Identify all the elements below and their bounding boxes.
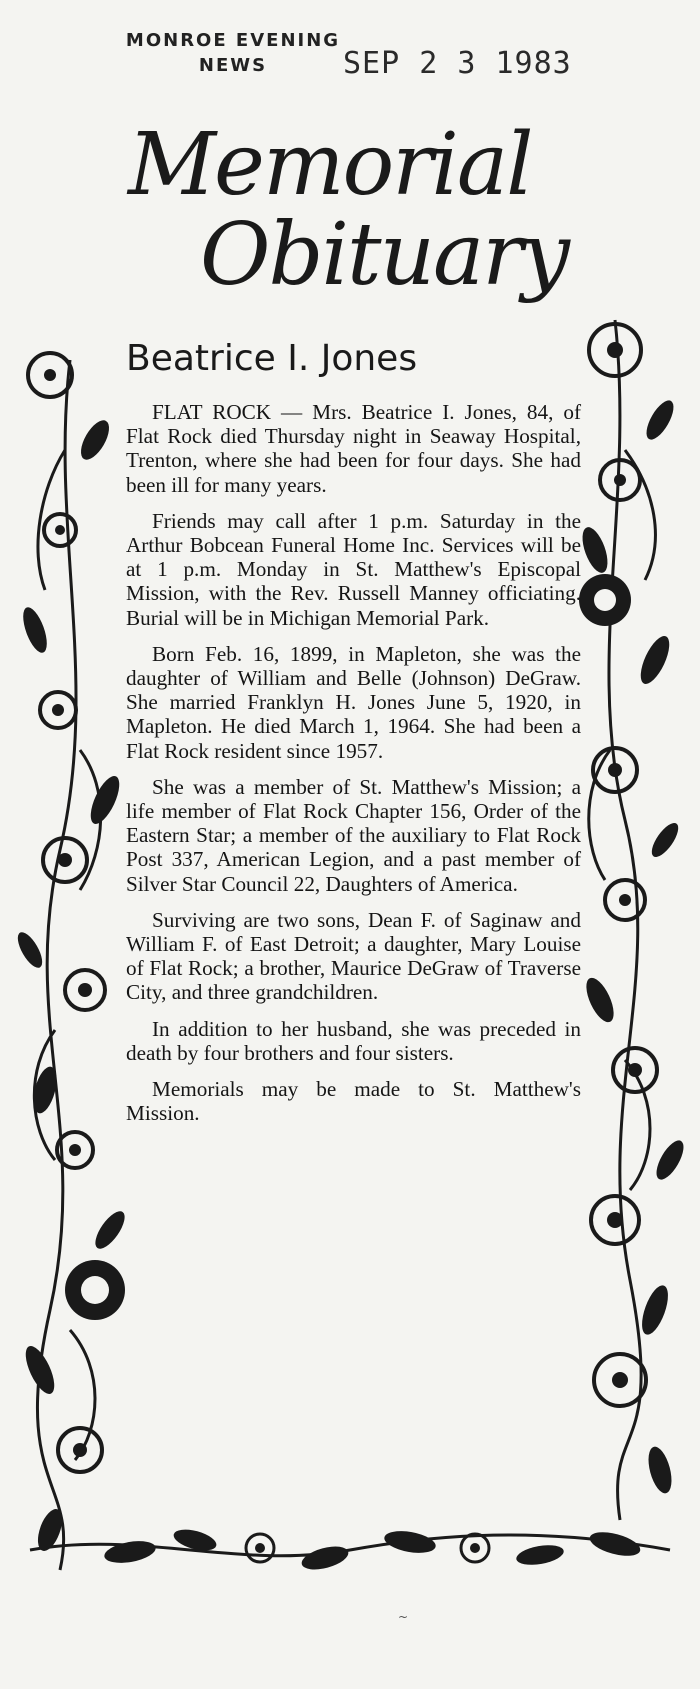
paragraph-survivors: Surviving are two sons, Dean F. of Saginaw and William F. of East Detroit; a daughter, Mary Louise of Flat Rock; a brother, Maurice DeGraw of Traverse City, and three grandchildren. [126, 907, 581, 1005]
paragraph-memorials: Memorials may be made to St. Matthew's Mission. [126, 1077, 581, 1126]
floral-border-bottom-icon [20, 1500, 680, 1580]
paragraph-biography: Born Feb. 16, 1899, in Mapleton, she was the daughter of William and Belle (Johnson) DeGraw. She married Franklyn H. Jones June 5, 1920, in Mapleton. He died March 1, 1964. She had been a Flat Rock resident since 1957. [126, 641, 581, 763]
deceased-name: Beatrice I. Jones [126, 338, 418, 379]
scan-mark-icon: ~ [398, 1610, 409, 1624]
obituary-body [126, 400, 581, 1137]
floral-border-left-icon [10, 330, 130, 1590]
floral-border-right-icon [575, 300, 690, 1530]
paragraph-death-notice: FLAT ROCK — Mrs. Beatrice I. Jones, 84, of Flat Rock died Thursday night in Seaway Hospital, Trenton, where she had been for four days. She had been ill for many years. [126, 400, 581, 497]
paragraph-services: Friends may call after 1 p.m. Saturday in the Arthur Bobcean Funeral Home Inc. Services will be at 1 p.m. Monday in St. Matthew's Episcopal Mission, with the Rev. Russell Manney officiating. Burial will be in Michigan Memorial Park. [126, 508, 581, 630]
paragraph-memberships: She was a member of St. Matthew's Mission; a life member of Flat Rock Chapter 156, Order of the Eastern Star; a member of the auxiliary to Flat Rock Post 337, American Legion, and a past member of Silver Star Council 22, Daughters of America. [126, 774, 581, 896]
publication-name: MONROE EVENING NEWS [125, 30, 341, 76]
heading-memorial: Memorial [128, 115, 532, 215]
date-stamp: SEP 2 3 1983 [343, 46, 572, 81]
heading-obituary: Obituary [200, 205, 568, 305]
paragraph-preceded: In addition to her husband, she was preceded in death by four brothers and four sisters. [126, 1016, 581, 1065]
